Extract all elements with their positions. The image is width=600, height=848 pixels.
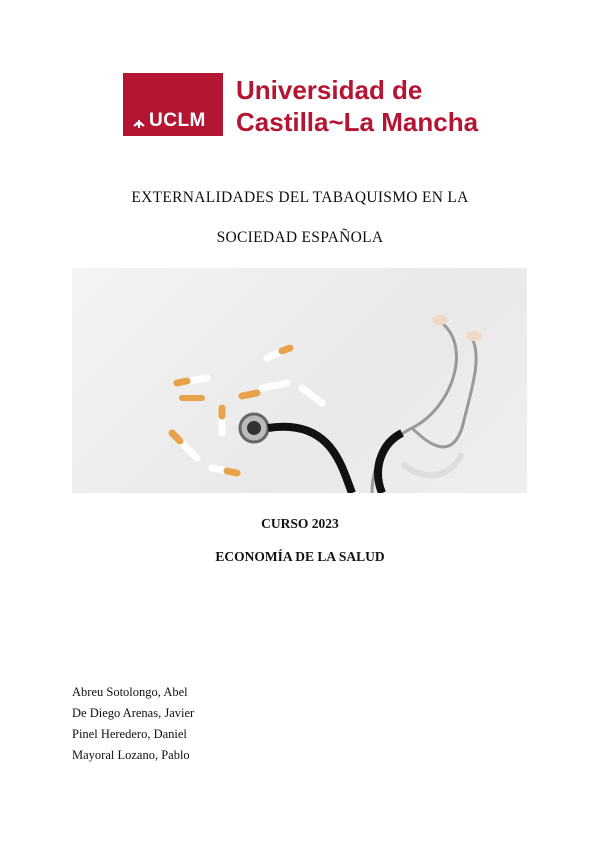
stethoscope-cigarettes-illustration xyxy=(72,268,527,493)
cover-photo-cigarettes-stethoscope xyxy=(72,268,527,493)
university-name-line1: Universidad de xyxy=(236,75,423,105)
uclm-logo-box xyxy=(123,73,223,136)
author-name: Abreu Sotolongo, Abel xyxy=(72,685,188,699)
document-title-line1: EXTERNALIDADES DEL TABAQUISMO EN LA xyxy=(131,189,469,206)
cigarettes xyxy=(172,348,322,473)
university-emblem-icon xyxy=(131,113,147,129)
university-name xyxy=(236,74,478,138)
author-name: Pinel Heredero, Daniel xyxy=(72,727,187,741)
document-title-line2: SOCIEDAD ESPAÑOLA xyxy=(216,229,384,246)
university-name-line2: Castilla~La Mancha xyxy=(236,107,479,137)
uclm-logo-abbr xyxy=(131,110,206,132)
stethoscope xyxy=(240,315,482,493)
course-label: CURSO 2023 xyxy=(261,516,339,531)
author-name: De Diego Arenas, Javier xyxy=(72,706,195,720)
author-name: Mayoral Lozano, Pablo xyxy=(72,748,190,762)
subject-label: ECONOMÍA DE LA SALUD xyxy=(215,549,385,564)
logo-abbr-text: UCLM xyxy=(149,110,206,131)
